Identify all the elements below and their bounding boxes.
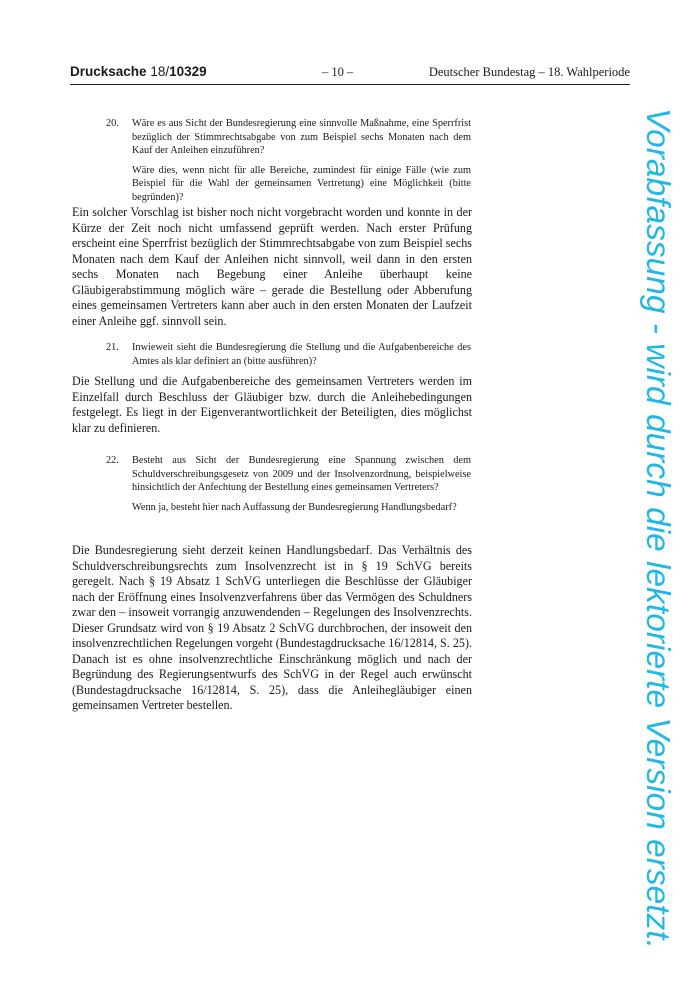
- parliament-period: Deutscher Bundestag – 18. Wahlperiode: [428, 65, 630, 79]
- page-header: [70, 64, 630, 85]
- question-20: [106, 117, 471, 210]
- question-text: Besteht aus Sicht der Bundesregierung eine Spannung zwischen dem Schuldverschreibungsgesetz von 2009 und der Insolvenzordnung, beispielweise hinsichtlich der Anfechtung der Bestellung eines gemeinsamen Vertreters?: [132, 455, 471, 493]
- answer-22: Die Bundesregierung sieht derzeit keinen Handlungsbedarf. Das Verhältnis des Schuldverschreibungsrechts zum Insolvenzrecht ist in § 19 SchVG bereits geregelt. Nach § 19 Absatz 1 SchVG unterliegen die Beschlüsse der Gläubiger nach der Eröffnung eines Insolvenzverfahrens über das Vermögen des Schuldners zwar den – insoweit vorrangig anzuwendenden – Regelungen des Insolvenzrechts. Dieser Grundsatz wird von § 19 Absatz 2 SchVG durchbrochen, der insoweit den insolvenzrechtlichen Regelungen vorgeht (Bundestagdrucksache 16/12814, S. 25). Danach ist es ohne insolvenzrechtliche Einschränkung möglich und nach der Begründung des Regierungsentwurfs des SchVG in der Regel auch erwünscht (Bundestagdrucksache 16/12814, S. 25), dass die Anleihegläubiger einen gemeinsamen Vertreter bestellen.: [72, 543, 472, 712]
- page-number: – 10 –: [322, 65, 354, 79]
- question-number: 22.: [106, 455, 119, 466]
- question-text: Inwieweit sieht die Bundesregierung die Stellung und die Aufgabenbereiche des Amtes als klar definiert an (bitte ausführen)?: [132, 342, 471, 367]
- question-22: [106, 454, 471, 520]
- question-text: Wäre es aus Sicht der Bundesregierung eine sinnvolle Maßnahme, eine Sperrfrist bezüglich der Stimmrechtsabgabe von zum Beispiel sechs Monaten nach dem Kauf der Anleihen einzuführen?: [132, 118, 471, 156]
- question-text: Wenn ja, besteht hier nach Auffassung der Bundesregierung Handlungsbedarf?: [132, 501, 457, 513]
- draft-watermark: Vorabfassung - wird durch die lektorierte Version ersetzt.: [639, 108, 676, 949]
- question-text: Wäre dies, wenn nicht für alle Bereiche, zumindest für einige Fälle (wie zum Beispiel für die Wahl der gemeinsamen Vertretung) eine Möglichkeit (bitte begründen)?: [132, 164, 471, 203]
- document-number: Drucksache 18/10329: [70, 64, 207, 79]
- question-number: 20.: [106, 118, 119, 129]
- question-21: [106, 341, 471, 374]
- answer-20: Ein solcher Vorschlag ist bisher noch nicht vorgebracht worden und konnte in der Kürze der Zeit noch nicht umfassend geprüft werden. Nach erster Prüfung erscheint eine Sperrfrist bezüglich der Stimmrechtsabgabe von zum Beispiel sechs Monaten nach dem Kauf der Anleihen nicht sinnvoll, weil dann in den ersten sechs Monaten nach Begebung einer Anleihe überhaupt keine Gläubigerabstimmung möglich wäre – gerade die Bestellung oder Abberufung eines gemeinsamen Vertreters kann aber auch in den ersten Monaten der Laufzeit einer Anleihe ggf. sinnvoll sein.: [72, 205, 472, 328]
- question-number: 21.: [106, 342, 119, 353]
- answer-21: Die Stellung und die Aufgabenbereiche des gemeinsamen Vertreters werden im Einzelfall durch Beschluss der Gläubiger bzw. durch die Anleihebedingungen festgelegt. Es liegt in der Eigenverantwortlichkeit der Beteiligten, dies möglichst klar zu definieren.: [72, 374, 472, 435]
